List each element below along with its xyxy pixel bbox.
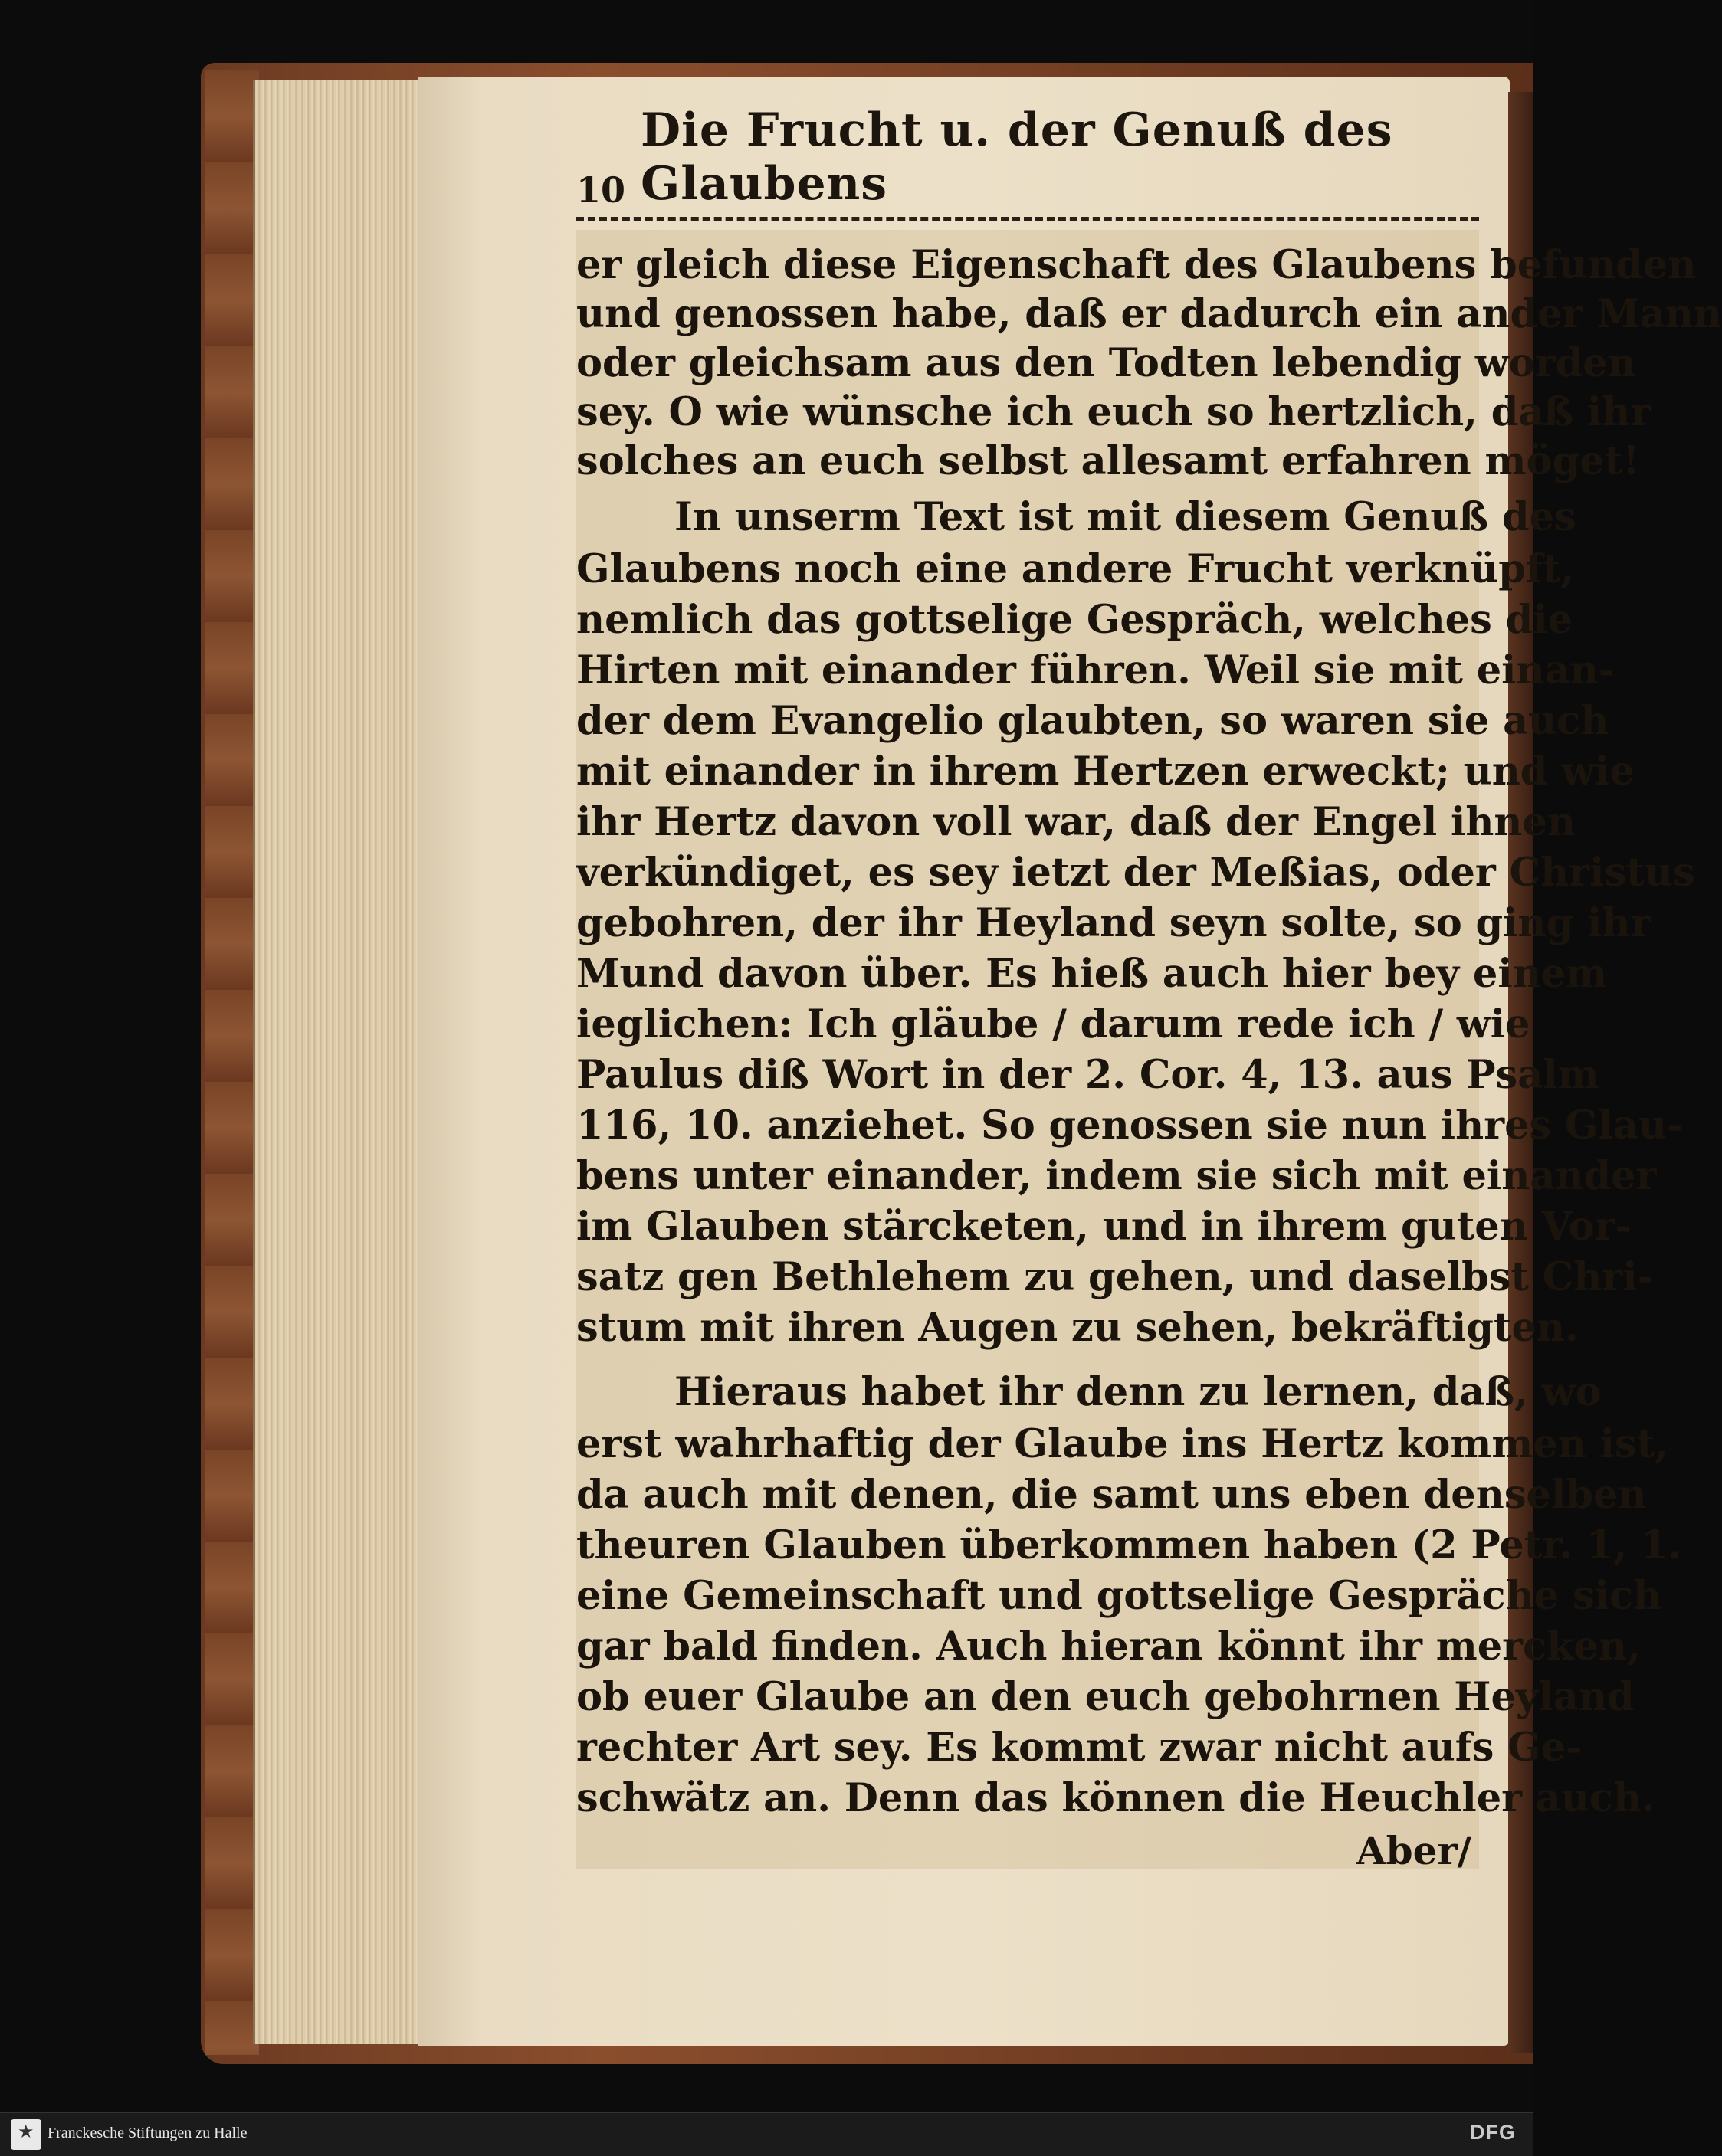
text-line: ob euer Glaube an den euch gebohrnen Heyland (576, 1674, 1635, 1720)
text-line: ihr Hertz davon voll war, daß der Engel ihnen (576, 799, 1576, 845)
text-line: er gleich diese Eigenschaft des Glaubens befunden (576, 242, 1697, 288)
cover-edge (205, 70, 259, 2055)
text-line: Paulus diß Wort in der 2. Cor. 4, 13. aus Psalm (576, 1052, 1599, 1098)
text-line: stum mit ihren Augen zu sehen, bekräftigten. (576, 1305, 1579, 1351)
page-stack (253, 80, 439, 2044)
header-rule (576, 217, 1479, 221)
text-line: 116, 10. anziehet. So genossen sie nun ihres Glau- (576, 1103, 1684, 1148)
text-line: rechter Art sey. Es kommt zwar nicht aufs Ge- (576, 1725, 1583, 1771)
catchword: Aber/ (1356, 1828, 1471, 1873)
text-line: da auch mit denen, die samt uns eben denselben (576, 1472, 1647, 1518)
text-line: bens unter einander, indem sie sich mit einander (576, 1153, 1657, 1199)
text-line: solches an euch selbst allesamt erfahren möget! (576, 438, 1640, 484)
text-line: Hirten mit einander führen. Weil sie mit einan- (576, 647, 1615, 693)
footer-bar (0, 2112, 1533, 2156)
text-line: der dem Evangelio glaubten, so waren sie auch (576, 698, 1609, 744)
text-line: oder gleichsam aus den Todten lebendig worden (576, 340, 1636, 386)
text-line: Mund davon über. Es hieß auch hier bey einem (576, 951, 1608, 997)
text-line: und genossen habe, daß er dadurch ein ander Mann (576, 291, 1722, 337)
text-line: eine Gemeinschaft und gottselige Gespräche sich (576, 1573, 1662, 1619)
text-line: im Glauben stärcketen, und in ihrem guten Vor- (576, 1204, 1632, 1250)
text-line: theuren Glauben überkommen haben (2 Petr. 1, 1. (576, 1522, 1682, 1568)
text-line: gebohren, der ihr Heyland seyn solte, so ging ihr (576, 900, 1651, 946)
institution-logo-icon (11, 2119, 41, 2150)
page-number: 10 (576, 169, 626, 211)
institution-name: Franckesche Stiftungen zu Halle (48, 2125, 248, 2141)
text-line: verkündiget, es sey ietzt der Meßias, oder Christus (576, 850, 1695, 896)
text-line: Hieraus habet ihr denn zu lernen, daß, wo (674, 1369, 1602, 1415)
text-line: In unserm Text ist mit diesem Genuß des (674, 494, 1576, 540)
text-line: satz gen Bethlehem zu gehen, und daselbst Chri- (576, 1254, 1654, 1300)
dfg-logo: DFG (1470, 2121, 1516, 2144)
text-line: mit einander in ihrem Hertzen erweckt; und wie (576, 749, 1635, 795)
running-title: Die Frucht u. der Genuß des Glaubens (641, 103, 1393, 211)
text-line: nemlich das gottselige Gespräch, welches die (576, 597, 1573, 643)
text-line: erst wahrhaftig der Glaube ins Hertz kommen ist, (576, 1421, 1668, 1467)
page-header (576, 103, 1479, 211)
text-line: sey. O wie wünsche ich euch so hertzlich, daß ihr (576, 389, 1651, 435)
text-line: gar bald finden. Auch hieran könnt ihr mercken, (576, 1624, 1641, 1669)
text-line: schwätz an. Denn das können die Heuchler auch. (576, 1775, 1655, 1821)
text-line: Glaubens noch eine andere Frucht verknüpft, (576, 546, 1575, 592)
text-line: ieglichen: Ich gläube / darum rede ich / wie (576, 1001, 1530, 1047)
